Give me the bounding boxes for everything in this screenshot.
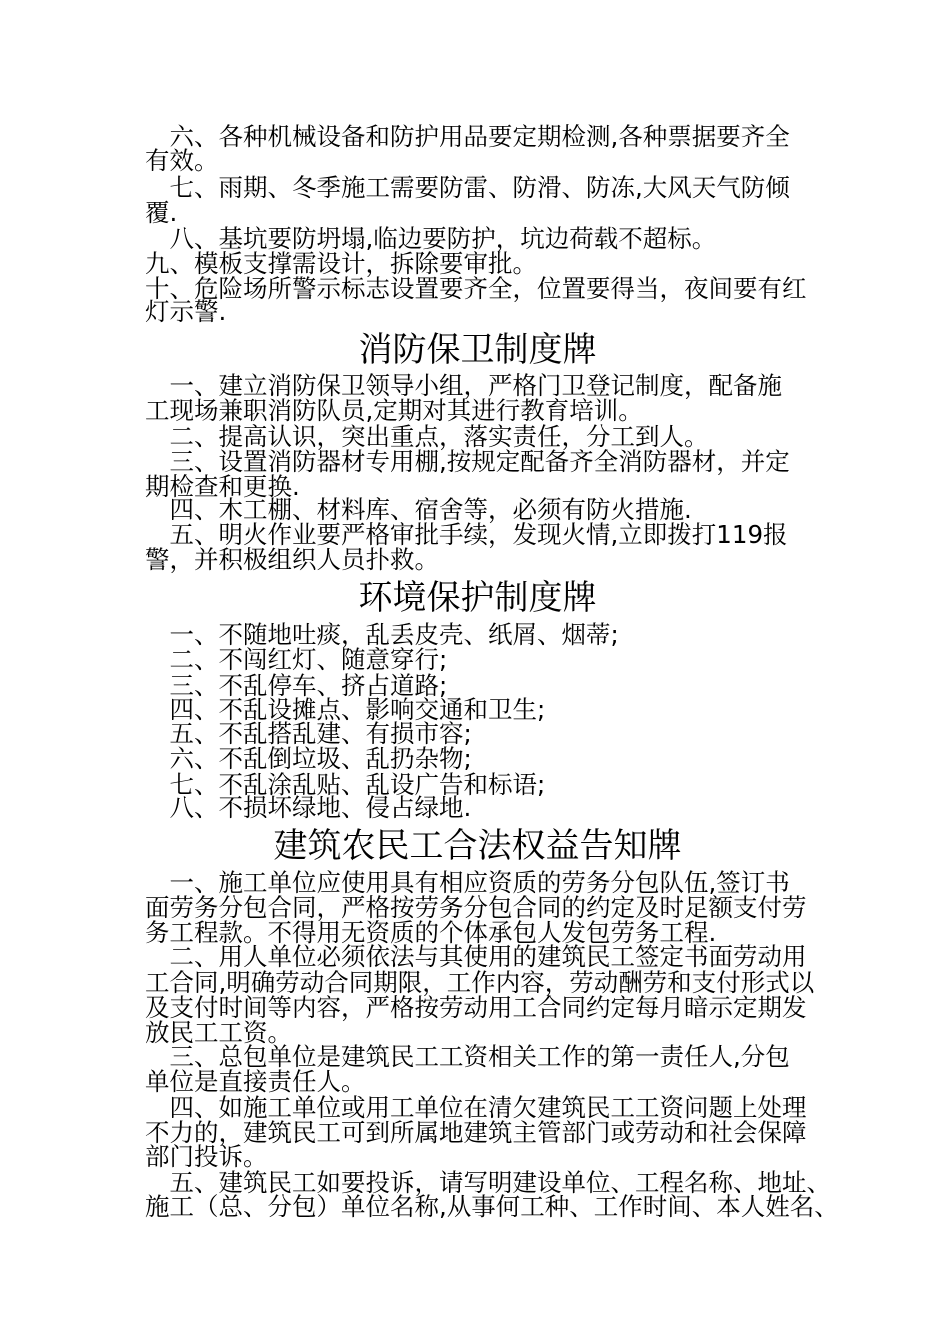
text-line: 三、设置消防器材专用棚,按规定配备齐全消防器材，并定 bbox=[145, 447, 790, 476]
text-line: 十、危险场所警示标志设置要齐全，位置要得当，夜间要有红 bbox=[145, 274, 807, 303]
text-line: 七、不乱涂乱贴、乱设广告和标语; bbox=[145, 770, 546, 799]
text-line: 四、木工棚、材料库、宿舍等，必须有防火措施. bbox=[145, 495, 692, 524]
text-line: 部门投诉。 bbox=[145, 1142, 268, 1171]
text-line: 有效。 bbox=[145, 146, 219, 175]
text-line: 覆. bbox=[145, 198, 178, 227]
text-line: 面劳务分包合同，严格按劳务分包合同的约定及时足额支付劳 bbox=[145, 893, 807, 922]
text-line: 八、基坑要防坍塌,临边要防护，坑边荷载不超标。 bbox=[145, 224, 717, 253]
text-line: 施工（总、分包）单位名称,从事何工种、工作时间、本人姓名、 bbox=[145, 1192, 839, 1221]
text-line: 三、总包单位是建筑民工工资相关工作的第一责任人,分包 bbox=[145, 1042, 790, 1071]
text-line: 二、提高认识，突出重点，落实责任，分工到人。 bbox=[145, 422, 709, 451]
text-line: 九、模板支撑需设计，拆除要审批。 bbox=[145, 249, 537, 278]
text-line: 八、不损坏绿地、侵占绿地. bbox=[145, 793, 472, 822]
text-line: 二、不闯红灯、随意穿行; bbox=[145, 645, 448, 674]
text-line: 灯示警. bbox=[145, 297, 227, 326]
text-line: 二、用人单位必须依法与其使用的建筑民工签定书面劳动用 bbox=[145, 942, 807, 971]
text-line: 一、建立消防保卫领导小组，严格门卫登记制度，配备施 bbox=[145, 371, 782, 400]
text-line: 工合同,明确劳动合同期限，工作内容，劳动酬劳和支付形式以 bbox=[145, 968, 815, 997]
text-line: 及支付时间等内容，严格按劳动用工合同约定每月暗示定期发 bbox=[145, 993, 807, 1022]
text-line: 五、建筑民工如要投诉，请写明建设单位、工程名称、地址、 bbox=[145, 1168, 831, 1197]
section-title-environment: 环境保护制度牌 bbox=[358, 578, 597, 618]
text-line: 五、明火作业要严格审批手续，发现火情,立即拨打119报 bbox=[145, 520, 788, 549]
text-line: 放民工工资。 bbox=[145, 1018, 292, 1047]
text-line: 期检查和更换. bbox=[145, 472, 300, 501]
section-title-rights: 建筑农民工合法权益告知牌 bbox=[273, 826, 682, 866]
text-line: 六、不乱倒垃圾、乱扔杂物; bbox=[145, 744, 472, 773]
text-line: 三、不乱停车、挤占道路; bbox=[145, 671, 448, 700]
text-line: 单位是直接责任人。 bbox=[145, 1067, 366, 1096]
text-line: 警，并积极组织人员扑救。 bbox=[145, 545, 439, 574]
text-line: 一、不随地吐痰，乱丢皮壳、纸屑、烟蒂; bbox=[145, 620, 619, 649]
text-line: 五、不乱搭乱建、有损市容; bbox=[145, 719, 472, 748]
text-line: 务工程款。不得用无资质的个体承包人发包劳务工程. bbox=[145, 918, 717, 947]
text-line: 不力的，建筑民工可到所属地建筑主管部门或劳动和社会保障 bbox=[145, 1118, 807, 1147]
text-line: 一、施工单位应使用具有相应资质的劳务分包队伍,签订书 bbox=[145, 868, 790, 897]
text-line: 六、各种机械设备和防护用品要定期检测,各种票据要齐全 bbox=[145, 122, 790, 151]
text-line: 工现场兼职消防队员,定期对其进行教育培训。 bbox=[145, 396, 643, 425]
text-line: 四、不乱设摊点、影响交通和卫生; bbox=[145, 695, 546, 724]
text-line: 七、雨期、冬季施工需要防雷、防滑、防冻,大风天气防倾 bbox=[145, 173, 790, 202]
text-line: 四、如施工单位或用工单位在清欠建筑民工工资问题上处理 bbox=[145, 1093, 807, 1122]
section-title-fire: 消防保卫制度牌 bbox=[358, 330, 597, 370]
